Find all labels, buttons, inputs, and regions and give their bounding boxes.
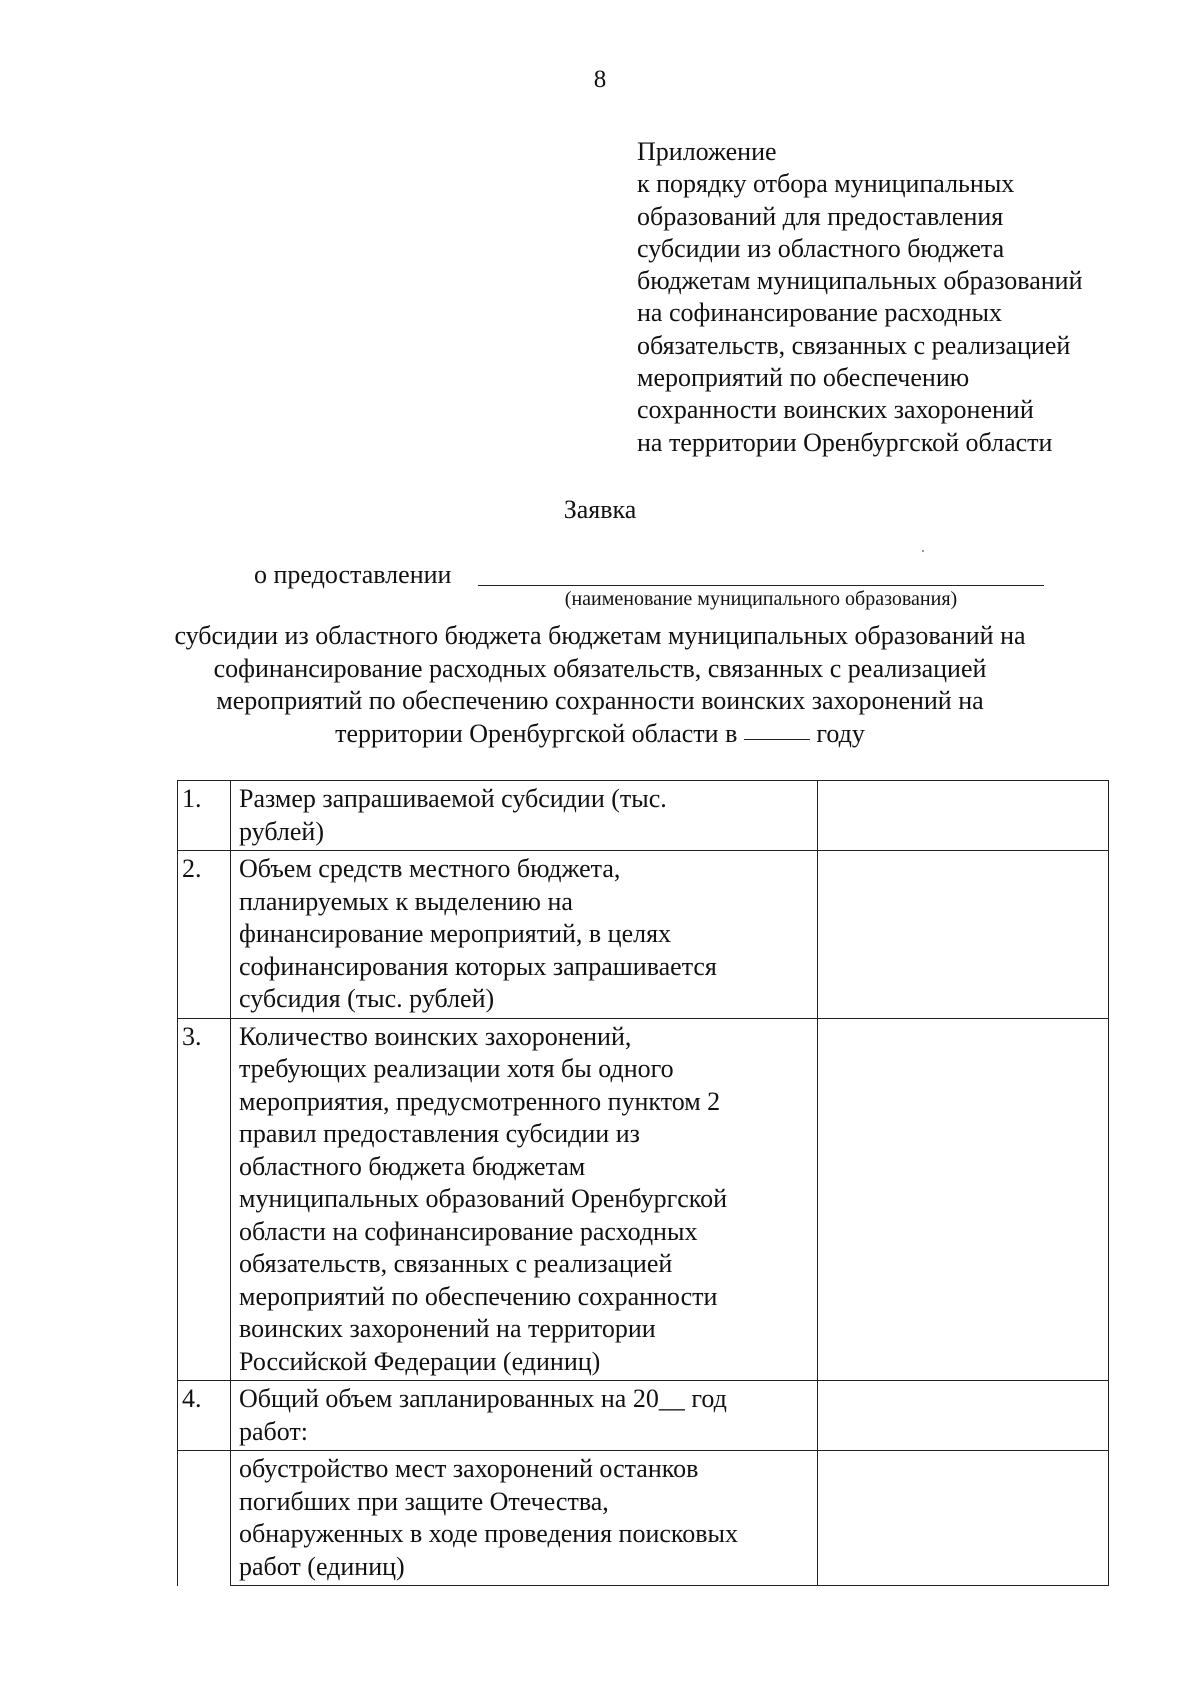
row-label-line: работ:	[239, 1416, 309, 1446]
row-value-field[interactable]	[818, 1451, 1109, 1586]
subsidy-last-line	[0, 718, 1200, 751]
appendix-line: бюджетам муниципальных образований	[637, 266, 1083, 296]
row-number: 2.	[178, 851, 231, 1019]
row-label-line: правил предоставления субсидии из	[239, 1119, 640, 1148]
table-row	[178, 851, 1109, 1019]
row-label-line: Количество воинских захоронений,	[239, 1021, 632, 1051]
row-label-line: рублей)	[239, 816, 324, 846]
appendix-line: сохранности воинских захоронений	[637, 395, 1034, 425]
appendix-header	[637, 136, 1083, 459]
row-value-field[interactable]	[818, 851, 1109, 1019]
application-table	[177, 780, 1109, 1586]
scan-speck	[922, 550, 924, 552]
appendix-line: на софинансирование расходных	[637, 298, 1003, 328]
row-label-line: обнаруженных в ходе проведения поисковых	[239, 1519, 738, 1548]
row-label-line: требующих реализации хотя бы одного	[239, 1054, 674, 1083]
table-row	[178, 1451, 1109, 1586]
row-label	[231, 781, 818, 851]
row-label	[231, 1018, 818, 1381]
row-label-line: Размер запрашиваемой субсидии (тыс.	[239, 784, 667, 813]
subsidy-last-line-suffix: году	[816, 718, 865, 748]
row-label-line: работ (единиц)	[239, 1551, 405, 1581]
row-number: 4.	[178, 1381, 231, 1451]
appendix-line: на территории Оренбургской области	[637, 427, 1053, 457]
row-label	[231, 1451, 818, 1586]
municipality-name-blank	[478, 585, 1044, 586]
row-label-line: планируемых к выделению на	[239, 886, 573, 916]
row-number: 1.	[178, 781, 231, 851]
appendix-line: к порядку отбора муниципальных	[637, 169, 1015, 199]
subsidy-line: софинансирование расходных обязательств, связанных с реализацией	[213, 653, 987, 683]
row-label-line: воинских захоронений на территории	[239, 1314, 656, 1343]
row-label-line: обустройство мест захоронений останков	[239, 1454, 699, 1483]
row-label-line: области на софинансирование расходных	[239, 1216, 698, 1246]
appendix-line: образований для предоставления	[637, 201, 1004, 231]
appendix-line: обязательств, связанных с реализацией	[637, 330, 1071, 360]
row-label-line: погибших при защите Отечества,	[239, 1486, 609, 1516]
row-label-line: Общий объем запланированных на 20__ год	[239, 1384, 727, 1413]
row-label-line: субсидия (тыс. рублей)	[239, 984, 495, 1013]
subsidy-last-line-prefix: территории Оренбургской области в	[335, 718, 738, 748]
row-label-line: софинансирования которых запрашивается	[239, 951, 717, 981]
row-number	[178, 1451, 231, 1586]
row-number: 3.	[178, 1018, 231, 1381]
row-value-field[interactable]	[818, 1018, 1109, 1381]
subsidy-description	[0, 620, 1200, 750]
subsidy-line: мероприятий по обеспечению сохранности воинских захоронений на	[216, 686, 984, 715]
row-value-field[interactable]	[818, 1381, 1109, 1451]
appendix-line: субсидии из областного бюджета	[637, 233, 1005, 263]
row-label-line: финансирование мероприятий, в целях	[239, 919, 672, 948]
municipality-name-hint: (наименование муниципального образования)	[564, 588, 958, 610]
row-label-line: обязательств, связанных с реализацией	[239, 1249, 673, 1278]
appendix-line: Приложение	[637, 137, 777, 166]
row-label-line: Объем средств местного бюджета,	[239, 854, 621, 883]
row-value-field[interactable]	[818, 781, 1109, 851]
document-title: Заявка	[563, 495, 637, 524]
row-label-line: мероприятия, предусмотренного пунктом 2	[239, 1086, 721, 1116]
appendix-line: мероприятий по обеспечению	[637, 363, 970, 393]
row-label	[231, 1381, 818, 1451]
row-label-line: муниципальных образований Оренбургской	[239, 1184, 728, 1213]
row-label-line: областного бюджета бюджетам	[239, 1151, 586, 1181]
provision-prefix: о предоставлении	[254, 560, 452, 589]
row-label	[231, 851, 818, 1019]
year-blank	[744, 738, 810, 740]
row-label-line: мероприятий по обеспечению сохранности	[239, 1281, 718, 1311]
table-row	[178, 1018, 1109, 1381]
subsidy-line: субсидии из областного бюджета бюджетам муниципальных образований на	[174, 621, 1026, 650]
page-number: 8	[593, 66, 607, 93]
table-row	[178, 1381, 1109, 1451]
row-label-line: Российской Федерации (единиц)	[239, 1346, 601, 1376]
table-row	[178, 781, 1109, 851]
